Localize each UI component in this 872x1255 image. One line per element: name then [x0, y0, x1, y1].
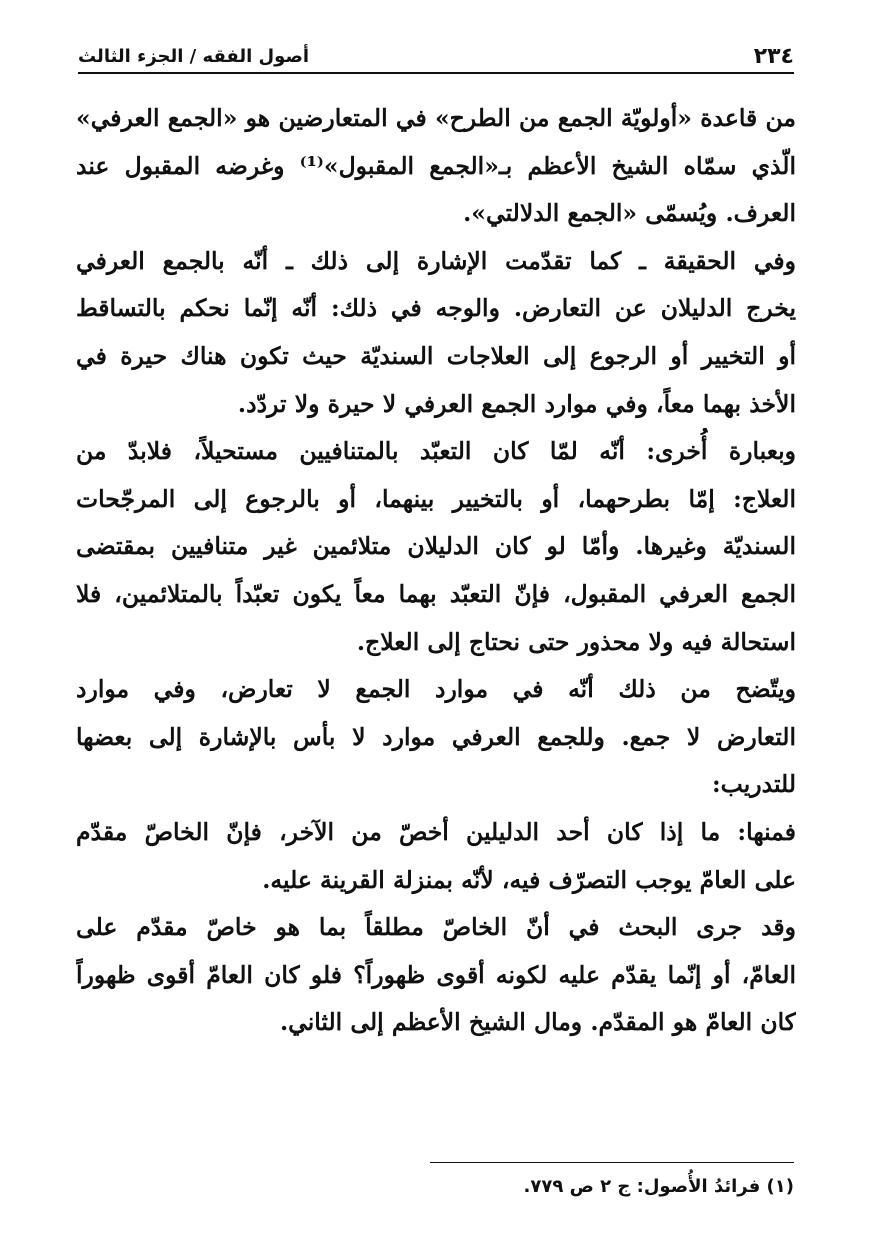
text-line: العرف. ويُسمّى «الجمع الدلالتي».	[463, 199, 796, 228]
page-number: ٢٣٤	[753, 43, 794, 69]
text-line: استحالة فيه ولا محذور حتى نحتاج إلى العلاج.	[356, 627, 796, 656]
page-header	[78, 40, 794, 74]
text-line: أو التخيير أو الرجوع إلى العلاجات السنديّة حيث تكون هناك حيرة في	[76, 341, 796, 370]
running-title: أصول الفقه / الجزء الثالث	[78, 45, 310, 67]
paragraph	[76, 904, 796, 1047]
text-line: للتدريب:	[711, 770, 796, 799]
paragraph	[76, 809, 796, 904]
text-line: التعارض لا جمع. وللجمع العرفي موارد لا بأس بالإشارة إلى بعضها	[76, 722, 796, 751]
text-line: وبعبارة أُخرى: أنّه لمّا كان التعبّد بالمتنافيين مستحيلاً، فلابدّ من	[76, 437, 796, 466]
body-text	[76, 95, 796, 1047]
text-line: كان العامّ هو المقدّم. ومال الشيخ الأعظم إلى الثاني.	[279, 1008, 796, 1037]
text-line: من قاعدة «أولويّة الجمع من الطرح» في المتعارضين هو «الجمع العرفي»	[76, 104, 796, 132]
paragraph	[76, 95, 796, 238]
text-line: العامّ، أو إنّما يقدّم عليه لكونه أقوى ظهوراً؟ فلو كان العامّ أقوى ظهوراً	[76, 960, 796, 989]
paragraph	[76, 666, 796, 809]
text-line: يخرج الدليلان عن التعارض. والوجه في ذلك: أنّه إنّما نحكم بالتساقط	[76, 294, 796, 323]
footnote: (١) فرائدُ الأُصول: ج ٢ ص ٧٧٩.	[523, 1176, 794, 1197]
text-line: وفي الحقيقة ـ كما تقدّمت الإشارة إلى ذلك ـ أنّه بالجمع العرفي	[76, 246, 796, 275]
text-line: على العامّ يوجب التصرّف فيه، لأنّه بمنزلة القرينة عليه.	[262, 865, 796, 894]
text-line: ويتّضح من ذلك أنّه في موارد الجمع لا تعارض، وفي موارد	[76, 675, 796, 704]
text-line: السنديّة وغيرها. وأمّا لو كان الدليلان متلائمين غير متنافيين بمقتضى	[76, 532, 796, 561]
text-line: الجمع العرفي المقبول، فإنّ التعبّد بهما معاً يكون تعبّداً بالمتلائمين، فلا	[76, 579, 796, 608]
text-line: الأخذ بهما معاً، وفي موارد الجمع العرفي لا حيرة ولا تردّد.	[237, 389, 796, 418]
text-line: الّذي سمّاه الشيخ الأعظم بـ«الجمع المقبول»⁽¹⁾ وغرضه المقبول عند	[76, 151, 796, 180]
paragraph	[76, 428, 796, 666]
text-line: وقد جرى البحث في أنّ الخاصّ مطلقاً بما هو خاصّ مقدّم على	[76, 913, 796, 942]
paragraph	[76, 238, 796, 428]
text-line: فمنها: ما إذا كان أحد الدليلين أخصّ من الآخر، فإنّ الخاصّ مقدّم	[76, 817, 796, 846]
text-line: العلاج: إمّا بطرحهما، أو بالتخيير بينهما، أو بالرجوع إلى المرجّحات	[76, 484, 796, 513]
footnote-divider	[430, 1162, 794, 1163]
